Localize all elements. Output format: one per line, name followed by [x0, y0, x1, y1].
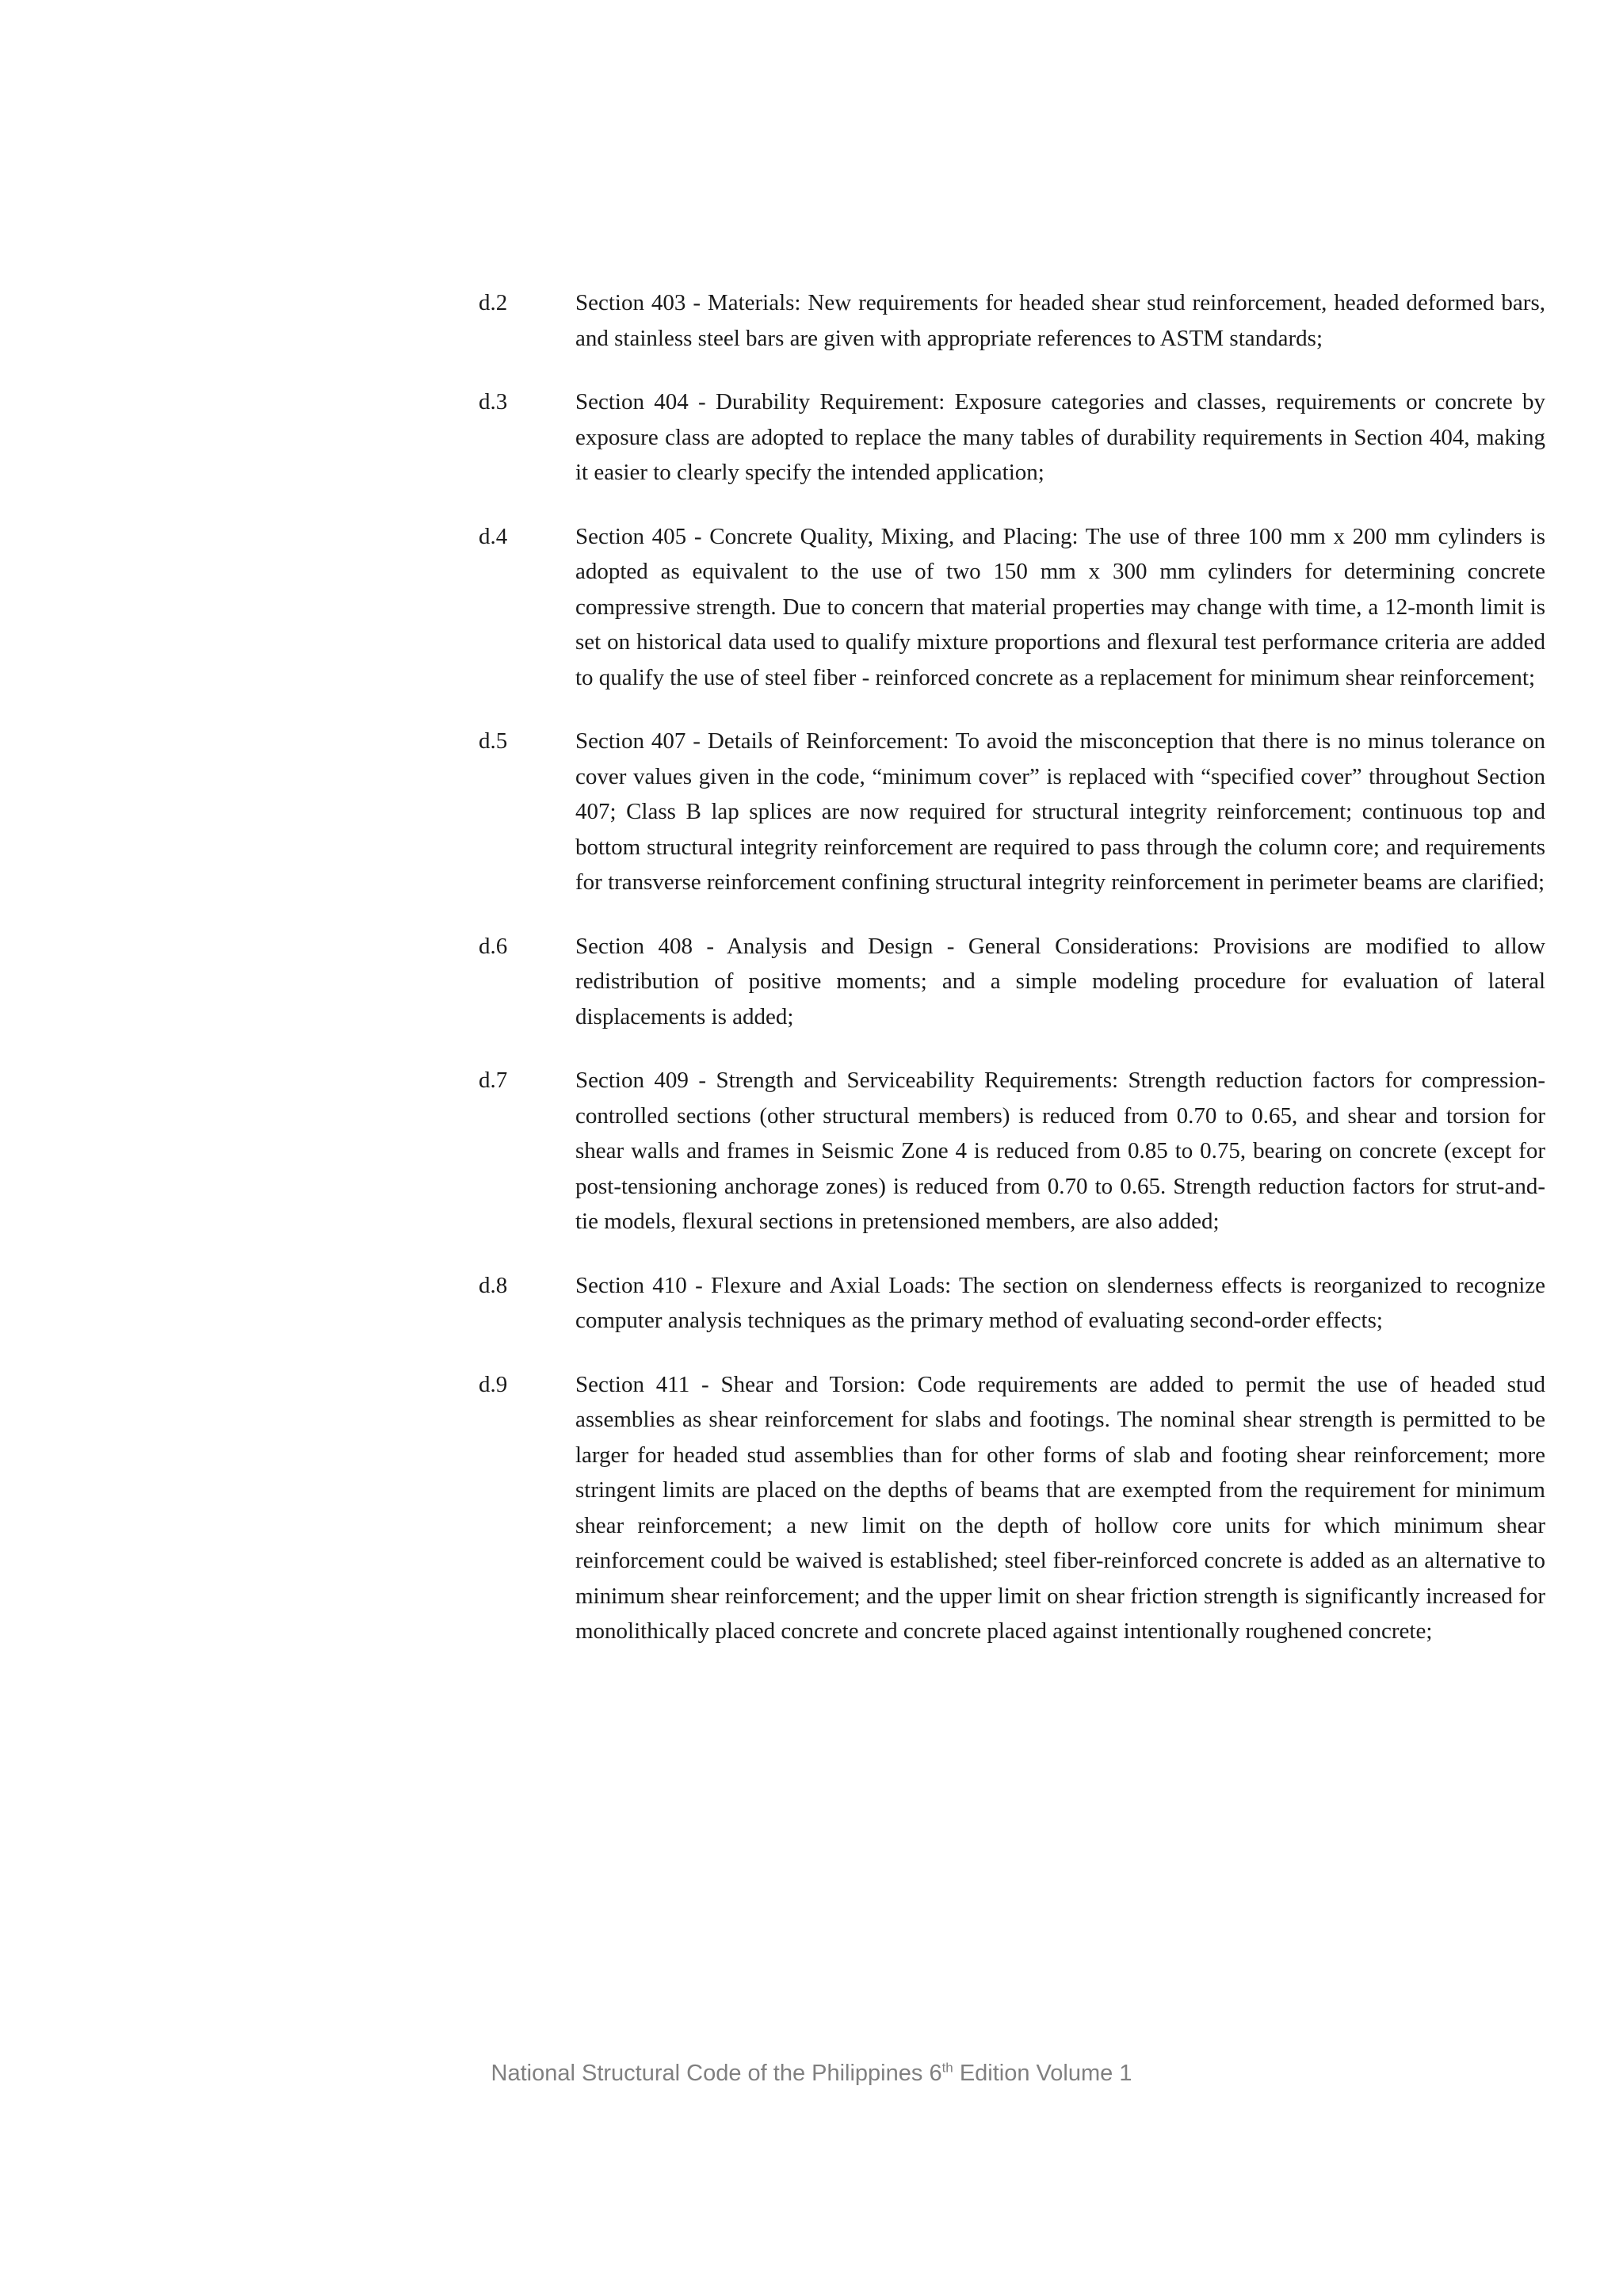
item-number: d.9 [479, 1371, 508, 1397]
item-number: d.8 [479, 1272, 508, 1298]
item-text: Section 411 - Shear and Torsion: Code requirements are added to permit the use of headed stud assemblies as shear reinforcement for slabs and footings. The nominal shear strength is permitted to be larger for headed stud assemblies than for other forms of slab and footing shear reinforcement; more stringent limits are placed on the depths of beams that are exempted from the requirement for minimum shear reinforcement; a new limit on the depth of hollow core units for which minimum shear reinforcement could be waived is established; steel fiber-reinforced concrete is added as an alternative to minimum shear reinforcement; and the upper limit on shear friction strength is significantly increased for monolithically placed concrete and concrete placed against intentionally roughened concrete; [575, 1371, 1545, 1644]
item-number: d.2 [479, 290, 508, 315]
list-item-d3 [479, 384, 1545, 491]
list-item-d2 [479, 285, 1545, 356]
item-number: d.6 [479, 933, 508, 959]
page-footer [0, 2061, 1623, 2087]
item-text: Section 410 - Flexure and Axial Loads: The section on slenderness effects is reorganized to recognize computer analysis techniques as the primary method of evaluating second-order effects; [575, 1272, 1545, 1333]
list-item-d9 [479, 1367, 1545, 1649]
footer-text-end: Edition Volume 1 [953, 2061, 1132, 2086]
list-item-d7 [479, 1063, 1545, 1240]
list-item-d5 [479, 724, 1545, 900]
list-item-d8 [479, 1268, 1545, 1339]
item-number: d.7 [479, 1068, 508, 1093]
item-text: Section 407 - Details of Reinforcement: To avoid the misconception that there is no minus tolerance on cover values given in the code, “minimum cover” is replaced with “specified cover” throughout Section 407; Class B lap splices are now required for structural integrity reinforcement; continuous top and bottom structural integrity reinforcement are required to pass through the column core; and requirements for transverse reinforcement confining structural integrity reinforcement in perimeter beams are clarified; [575, 728, 1545, 895]
document-body [479, 285, 1545, 1678]
item-text: Section 408 - Analysis and Design - General Considerations: Provisions are modified to allow redistribution of positive moments; and a simple modeling procedure for evaluation of lateral displacements is added; [575, 933, 1545, 1030]
list-item-d6 [479, 929, 1545, 1035]
list-item-d4 [479, 519, 1545, 696]
item-text: Section 409 - Strength and Serviceability Requirements: Strength reduction factors for compression-controlled sections (other structural members) is reduced from 0.70 to 0.65, and shear and torsion for shear walls and frames in Seismic Zone 4 is reduced from 0.85 to 0.75, bearing on concrete (except for post-tensioning anchorage zones) is reduced from 0.70 to 0.65. Strength reduction factors for strut-and-tie models, flexural sections in pretensioned members, are also added; [575, 1068, 1545, 1234]
item-text: Section 405 - Concrete Quality, Mixing, and Placing: The use of three 100 mm x 200 mm cylinders is adopted as equivalent to the use of two 150 mm x 300 mm cylinders for determining concrete compressive strength. Due to concern that material properties may change with time, a 12-month limit is set on historical data used to qualify mixture proportions and flexural test performance criteria are added to qualify the use of steel fiber - reinforced concrete as a replacement for minimum shear reinforcement; [575, 523, 1545, 690]
footer-superscript: th [941, 2060, 953, 2076]
item-text: Section 404 - Durability Requirement: Exposure categories and classes, requirements or concrete by exposure class are adopted to replace the many tables of durability requirements in Section 404, making it easier to clearly specify the intended application; [575, 389, 1545, 485]
item-number: d.5 [479, 728, 508, 754]
item-number: d.4 [479, 523, 508, 549]
item-number: d.3 [479, 389, 508, 415]
item-text: Section 403 - Materials: New requirements for headed shear stud reinforcement, headed deformed bars, and stainless steel bars are given with appropriate references to ASTM standards; [575, 290, 1545, 351]
footer-text-start: National Structural Code of the Philippines 6 [491, 2061, 942, 2086]
